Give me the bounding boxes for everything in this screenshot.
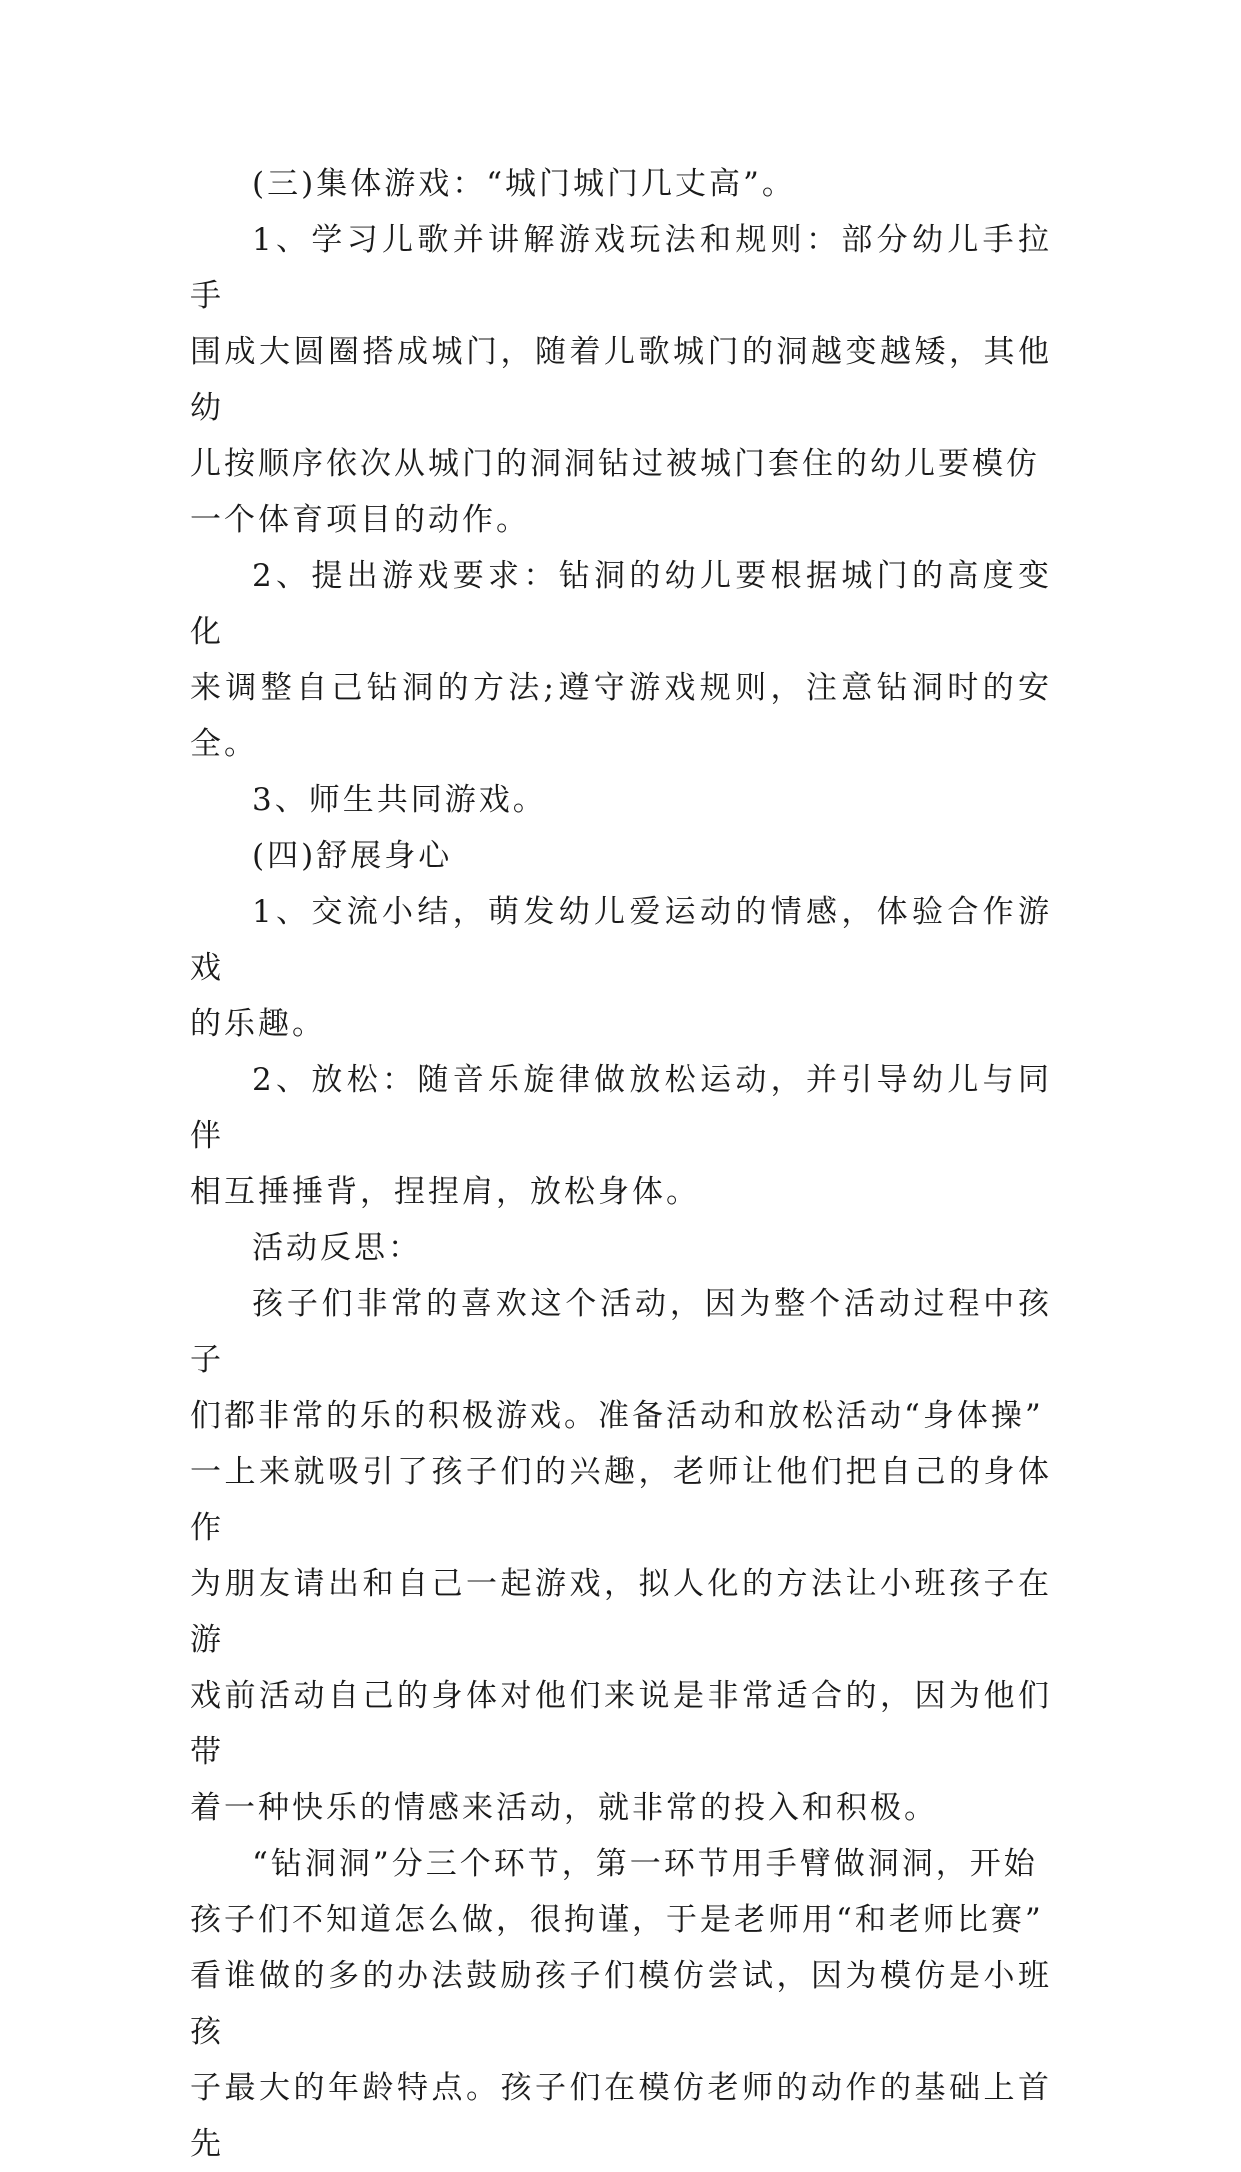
paragraph-step-2: 2、提出游戏要求：钻洞的幼儿要根据城门的高度变化 来调整自己钻洞的方法;遵守游戏规则，注意钻洞时的安全。 [190, 558, 1052, 762]
paragraph-step-3: 3、师生共同游戏。 [252, 782, 547, 818]
paragraph-summary-2: 2、放松：随音乐旋律做放松运动，并引导幼儿与同伴 相互捶捶背，捏捏肩，放松身体。 [190, 1062, 1052, 1210]
paragraph-heading-3: (三)集体游戏：“城门城门几丈高”。 [252, 166, 796, 202]
paragraph-heading-4: (四)舒展身心 [252, 838, 453, 874]
paragraph-reflection-1: 孩子们非常的喜欢这个活动，因为整个活动过程中孩子 们都非常的乐的积极游戏。准备活动和放松活动“身体操” 一上来就吸引了孩子们的兴趣，老师让他们把自己的身体作 为朋友请出和自己一起游戏，拟人化的方法让小班孩子在游 戏前活动自己的身体对他们来说是非常适合的，因为他们带 着一种快乐的情感来活动，就非常的投入和积极。 [190, 1286, 1052, 1826]
document-body [190, 156, 1052, 2172]
paragraph-summary-1: 1、交流小结，萌发幼儿爱运动的情感，体验合作游戏 的乐趣。 [190, 894, 1052, 1042]
paragraph-step-1: 1、学习儿歌并讲解游戏玩法和规则：部分幼儿手拉手 围成大圆圈搭成城门，随着儿歌城门的洞越变越矮，其他幼 儿按顺序依次从城门的洞洞钻过被城门套住的幼儿要模仿 一个体育项目的动作。 [190, 222, 1052, 538]
paragraph-reflection-2: “钻洞洞”分三个环节，第一环节用手臂做洞洞，开始 孩子们不知道怎么做，很拘谨，于是老师用“和老师比赛” 看谁做的多的办法鼓励孩子们模仿尝试，因为模仿是小班孩 子最大的年龄特点。孩子们在模仿老师的动作的基础上首先 [190, 1846, 1052, 2162]
paragraph-reflection-heading: 活动反思： [252, 1230, 422, 1266]
